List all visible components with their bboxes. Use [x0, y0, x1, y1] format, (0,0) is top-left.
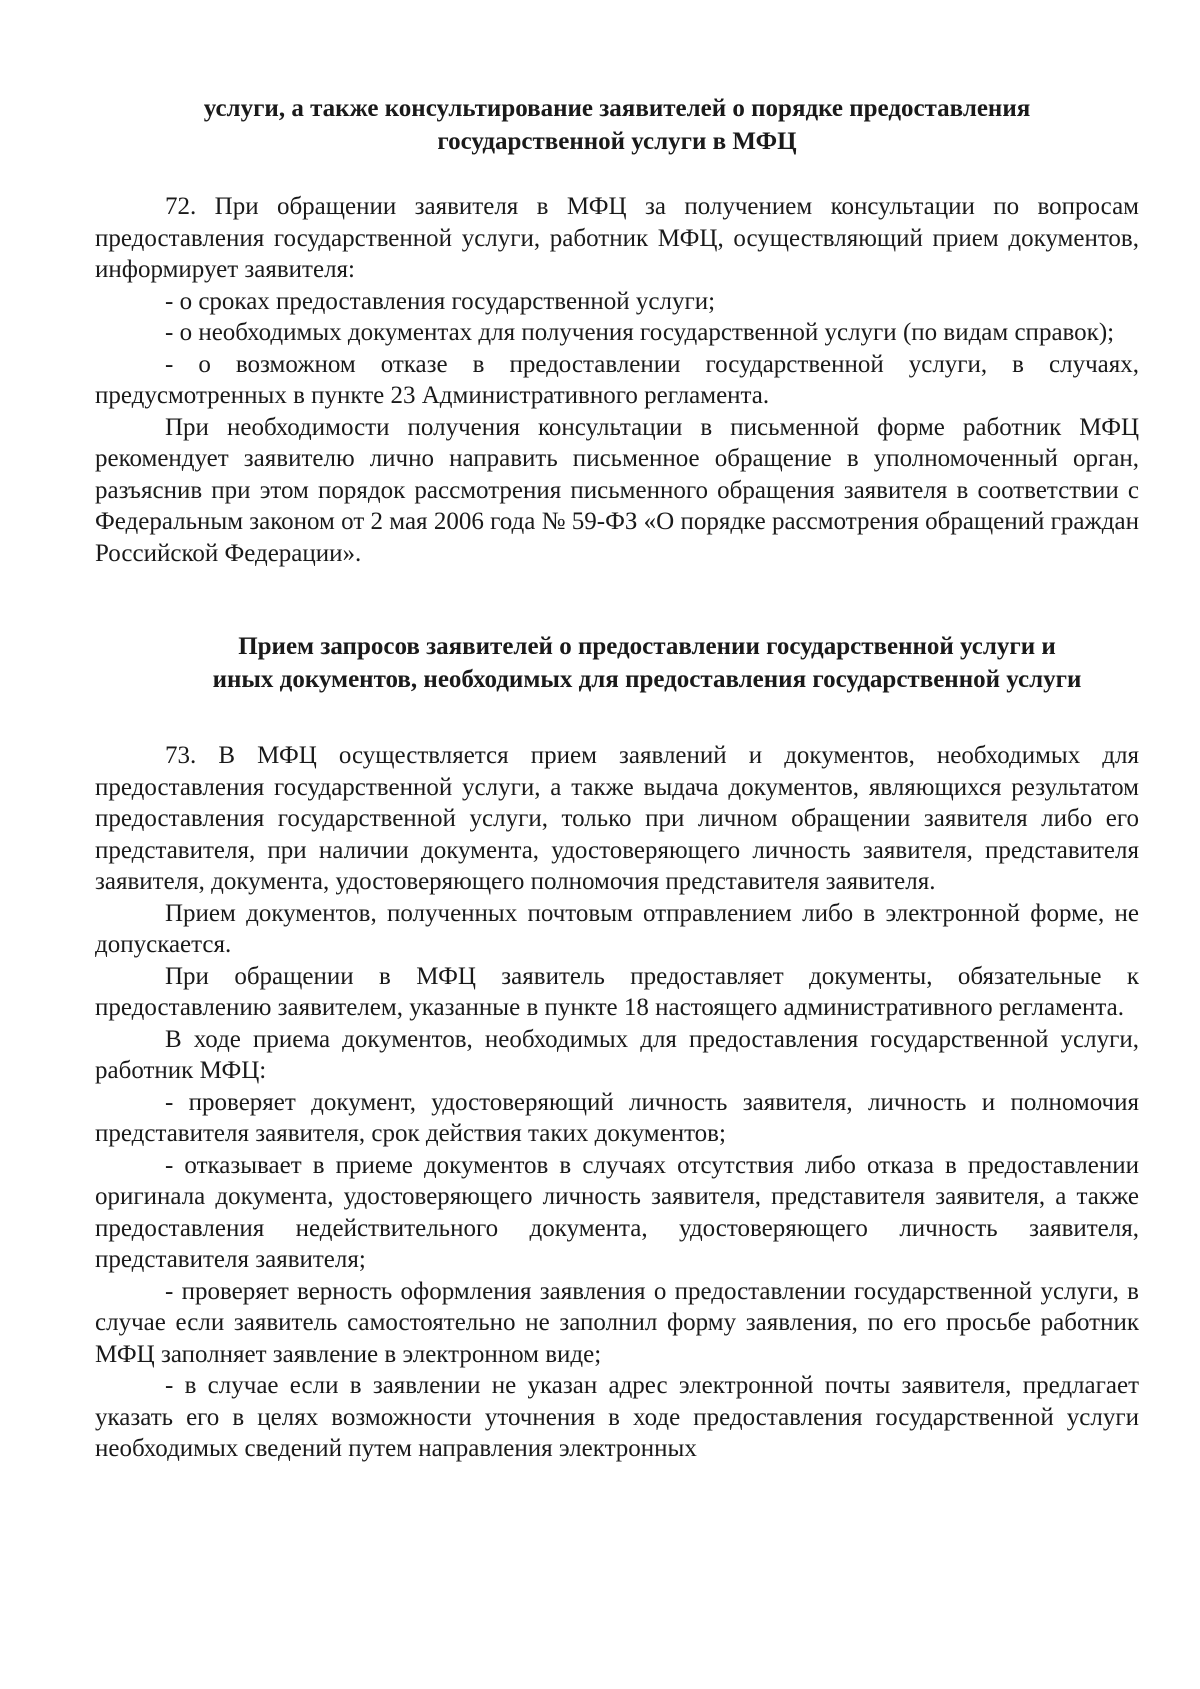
- section-heading-consultation: [95, 92, 1139, 158]
- list-item-email-address: - в случае если в заявлении не указан адрес электронной почты заявителя, предлагает указать его в целях возможности уточнения в ходе предоставления государственной услуги необходимых сведений путем направления электронных: [95, 1372, 1139, 1462]
- list-item-documents: - о необходимых документах для получения государственной услуги (по видам справок);: [165, 319, 1115, 346]
- list-item-refusal: - о возможном отказе в предоставлении государственной услуги, в случаях, предусмотренных в пункте 23 Административного регламента.: [95, 350, 1139, 409]
- paragraph-73: 73. В МФЦ осуществляется прием заявлений и документов, необходимых для предоставления государственной услуги, а также выдача документов, являющихся результатом предоставления государственной услуги, только при личном обращении заявителя либо его представителя, при наличии документа, удостоверяющего личность заявителя, представителя заявителя, документа, удостоверяющего полномочия представителя заявителя.: [95, 742, 1139, 895]
- document-page: [95, 92, 1139, 1465]
- heading-line: Прием запросов заявителей о предоставлении государственной услуги и: [238, 633, 1056, 660]
- list-item-check-application: - проверяет верность оформления заявления о предоставлении государственной услуги, в случае если заявитель самостоятельно не заполнил форму заявления, по его просьбе работник МФЦ заполняет заявление в электронном виде;: [95, 1277, 1139, 1368]
- heading-line: услуги, а также консультирование заявителей о порядке предоставления: [203, 95, 1031, 122]
- paragraph-written-consultation: При необходимости получения консультации в письменной форме работник МФЦ рекомендует заявителю лично направить письменное обращение в уполномоченный орган, разъяснив при этом порядок рассмотрения письменного обращения заявителя в соответствии с Федеральным законом от 2 мая 2006 года № 59-ФЗ «О порядке рассмотрения обращений граждан Российской Федерации».: [95, 413, 1139, 567]
- paragraph-required-documents: При обращении в МФЦ заявитель предоставляет документы, обязательные к предоставлению заявителем, указанные в пункте 18 настоящего административного регламента.: [95, 962, 1139, 1021]
- heading-line: иных документов, необходимых для предоставления государственной услуги: [212, 666, 1082, 693]
- list-item-check-identity: - проверяет документ, удостоверяющий личность заявителя, личность и полномочия представителя заявителя, срок действия таких документов;: [95, 1088, 1139, 1147]
- list-item-refuse-acceptance: - отказывает в приеме документов в случаях отсутствия либо отказа в предоставлении оригинала документа, удостоверяющего личность заявителя, представителя заявителя, а также предоставления недействительного документа, удостоверяющего личность заявителя, представителя заявителя;: [95, 1151, 1139, 1273]
- heading-line: государственной услуги в МФЦ: [437, 128, 797, 155]
- paragraph-72: 72. При обращении заявителя в МФЦ за получением консультации по вопросам предоставления государственной услуги, работник МФЦ, осуществляющий прием документов, информирует заявителя:: [95, 193, 1139, 283]
- section-heading-request-intake: [95, 630, 1139, 696]
- paragraph-employee-duties: В ходе приема документов, необходимых для предоставления государственной услуги, работник МФЦ:: [95, 1025, 1139, 1084]
- list-item-terms: - о сроках предоставления государственной услуги;: [165, 287, 716, 315]
- paragraph-postal-not-accepted: Прием документов, полученных почтовым отправлением либо в электронной форме, не допускается.: [95, 899, 1139, 958]
